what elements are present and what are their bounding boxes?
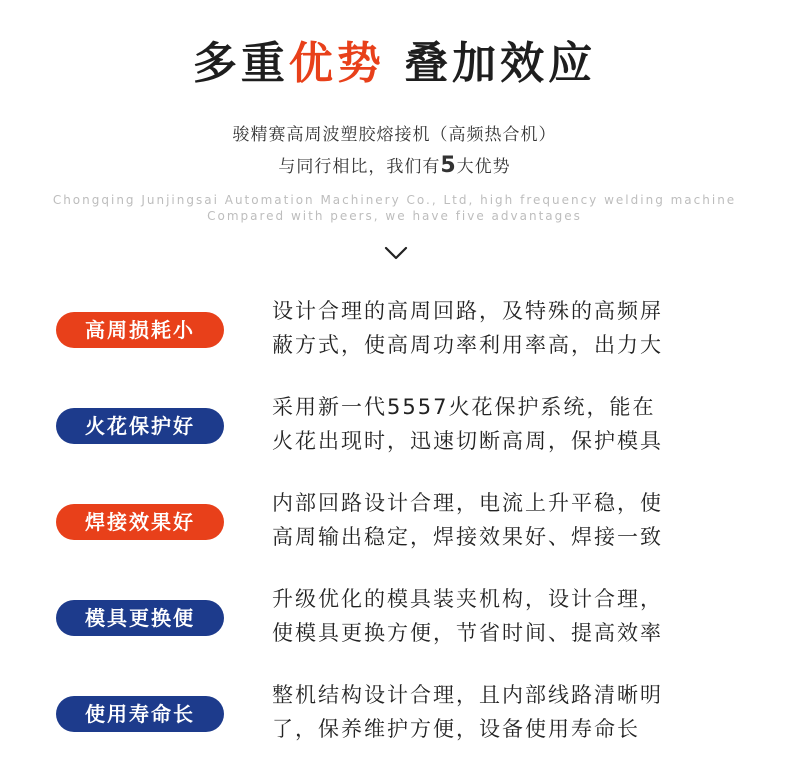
advantage-item [0,484,789,580]
headline-part3: 叠加效应 [404,38,597,89]
advantage-description-line2: 了，保养维护方便，设备使用寿命长 [272,717,640,741]
advantage-intro [0,152,789,178]
advantage-description-line1: 内部回路设计合理，电流上升平稳，使 [272,491,663,515]
advantage-description-line2: 火花出现时，迅速切断高周，保护模具 [272,429,663,453]
chevron-down-icon [383,244,409,262]
advantage-badge: 火花保护好 [56,408,224,444]
advantage-badge: 焊接效果好 [56,504,224,540]
advantage-badge: 模具更换便 [56,600,224,636]
advantage-description-line1: 升级优化的模具装夹机构，设计合理， [272,587,663,611]
advantage-description [272,486,752,554]
advantage-intro-prefix: 与同行相比，我们有 [278,157,441,177]
advantage-list [0,292,789,772]
headline-part1: 多重 [192,38,289,89]
english-company-line: Chongqing Junjingsai Automation Machinery Co., Ltd, high frequency welding machine [52,193,737,207]
english-compare-line: Compared with peers, we have five advantages [207,209,582,223]
advantage-description [272,582,752,650]
advantage-badge: 高周损耗小 [56,312,224,348]
advantage-description [272,678,752,746]
advantage-item [0,676,789,772]
advantage-count: 5 [440,153,457,178]
advantage-description [272,294,752,362]
headline-accent: 优势 [288,38,385,89]
advantage-description-line1: 设计合理的高周回路，及特殊的高频屏 [272,299,663,323]
advantage-intro-suffix: 大优势 [456,157,511,177]
advantage-item [0,580,789,676]
advantage-description-line1: 采用新一代5557火花保护系统，能在 [272,395,656,419]
advantage-description-line2: 蔽方式，使高周功率利用率高，出力大 [272,333,663,357]
advantage-description-line1: 整机结构设计合理，且内部线路清晰明 [272,683,663,707]
advantage-description [272,390,752,458]
page-headline [0,36,789,92]
advantage-item [0,388,789,484]
advantage-description-line2: 高周输出稳定，焊接效果好、焊接一致 [272,525,663,549]
product-subtitle: 骏精赛高周波塑胶熔接机（高频热合机） [232,125,557,145]
advantage-badge: 使用寿命长 [56,696,224,732]
advantage-description-line2: 使模具更换方便，节省时间、提高效率 [272,621,663,645]
advantage-item [0,292,789,388]
